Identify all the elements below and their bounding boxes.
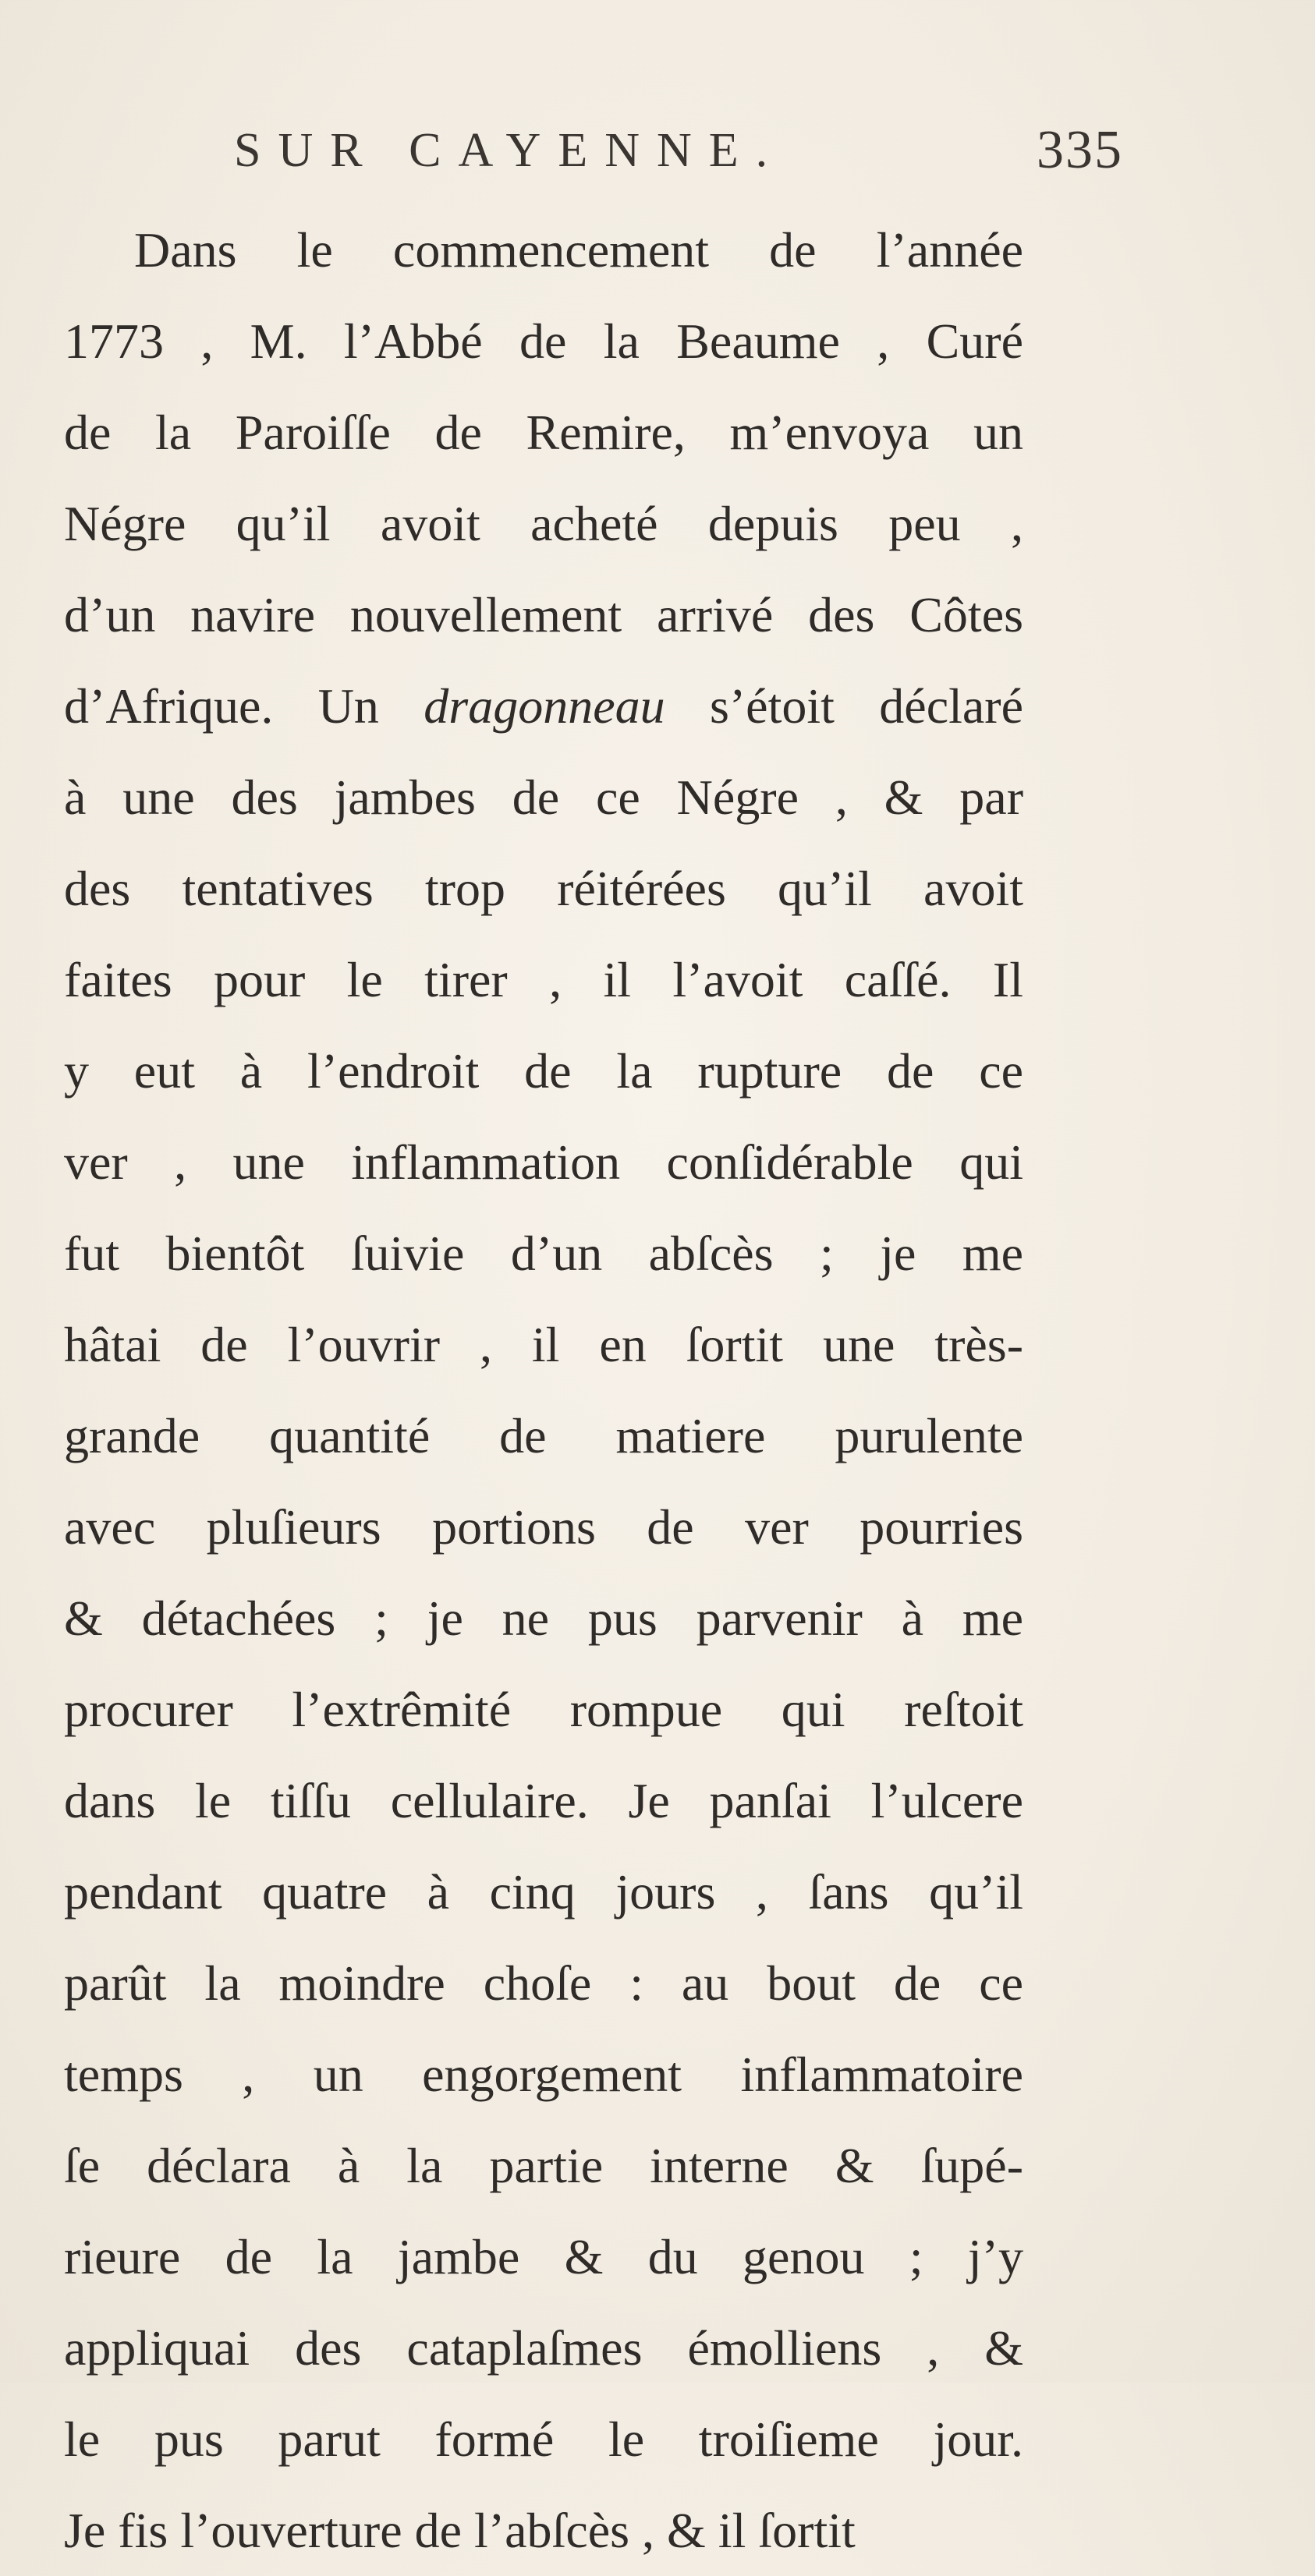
text-line: le pus parut formé le troiſieme jour. (64, 2411, 1023, 2467)
text-line: 1773 , M. l’Abbé de la Beaume , Curé (64, 313, 1023, 369)
text-line: Négre qu’il avoit acheté depuis peu , (64, 496, 1023, 551)
text-line: ſe déclara à la partie interne & ſupé- (64, 2138, 1023, 2193)
text-line: de la Paroiſſe de Remire, m’envoya un (64, 405, 1023, 460)
text-line: ver , une inflammation conſidérable qui (64, 1134, 1023, 1190)
text-line: y eut à l’endroit de la rupture de ce (64, 1043, 1023, 1099)
page-header (234, 111, 1123, 189)
text-line: rieure de la jambe & du genou ; j’y (64, 2229, 1023, 2284)
text-line: dans le tiſſu cellulaire. Je panſai l’ulcere (64, 1773, 1023, 1828)
page-number: 335 (1037, 120, 1123, 180)
text-line: parût la moindre choſe : au bout de ce (64, 1955, 1023, 2011)
text-line: d’un navire nouvellement arrivé des Côtes (64, 587, 1023, 642)
text-line: fut bientôt ſuivie d’un abſcès ; je me (64, 1226, 1023, 1281)
text-line: avec pluſieurs portions de ver pourries (64, 1499, 1023, 1555)
text-line: des tentatives trop réitérées qu’il avoit (64, 861, 1023, 916)
text-line-with-italic (64, 660, 1023, 752)
text-line: faites pour le tirer , il l’avoit caſſé. Il (64, 952, 1023, 1007)
text-line: procurer l’extrêmité rompue qui reſtoit (64, 1682, 1023, 1737)
text-line: Dans le commencement de l’année (134, 222, 1023, 278)
text-line: pendant quatre à cinq jours , ſans qu’il (64, 1864, 1023, 1920)
text-line: à une des jambes de ce Négre , & par (64, 770, 1023, 825)
text-line: Je fis l’ouverture de l’abſcès , & il ſortit (64, 2503, 856, 2558)
text-segment: s’étoit déclaré (665, 678, 1023, 734)
text-line: & détachées ; je ne pus parvenir à me (64, 1591, 1023, 1646)
text-line: hâtai de l’ouvrir , il en ſortit une très- (64, 1317, 1023, 1372)
text-line: temps , un engorgement inflammatoire (64, 2047, 1023, 2102)
italic-term: dragonneau (424, 678, 665, 734)
text-line: appliquai des cataplaſmes émolliens , & (64, 2320, 1023, 2376)
text-segment: d’Afrique. Un (64, 678, 424, 734)
body-text (64, 204, 1023, 2576)
running-title: SUR CAYENNE. (234, 124, 785, 177)
text-line: grande quantité de matiere purulente (64, 1408, 1023, 1463)
